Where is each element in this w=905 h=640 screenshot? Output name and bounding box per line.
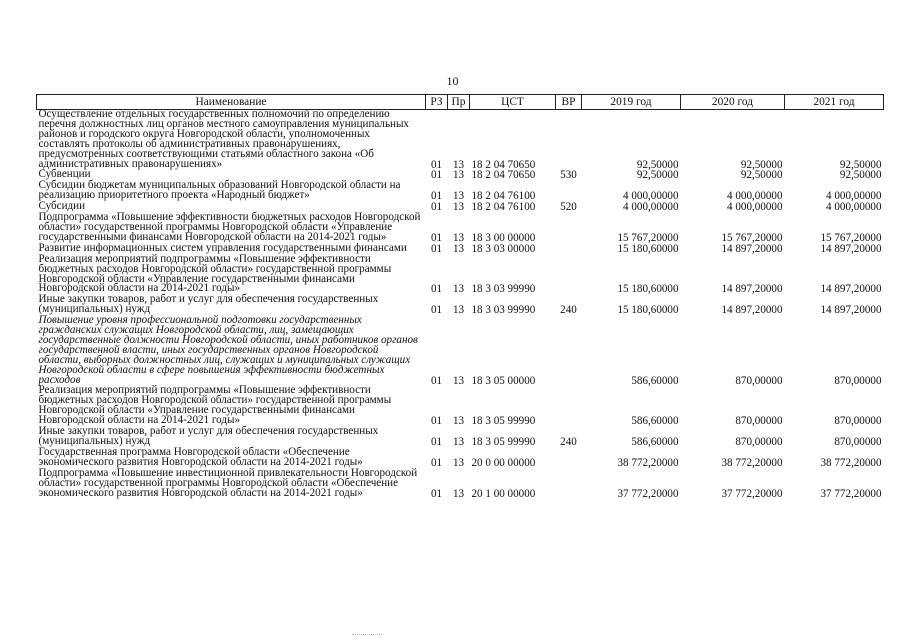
cell-pr: 13 xyxy=(452,190,465,203)
cell-vr xyxy=(556,448,582,469)
cell-y2021: 92,50000 xyxy=(839,158,882,171)
cell-pr: 13 xyxy=(452,169,465,182)
cell-y2019: 15 180,60000 xyxy=(617,304,679,317)
cell-pr: 13 xyxy=(452,456,465,469)
cell-name: Реализация мероприятий подпрограммы «Повышение эффективности бюджетных расходов Новгородской области» государственной программы Новгородской области «Управление государственными финансами Новгородской области на 2014-2021 годы» xyxy=(38,252,392,295)
cell-name: Подпрограмма «Повышение инвестиционной привлекательности Новгородской области» государственной программы Новгородской области «Обеспечение экономического развития Новгородской области на 2014-2021 годы» xyxy=(38,466,418,499)
cell-vr xyxy=(556,181,582,202)
cell-cst: 18 2 04 76100 xyxy=(471,190,536,203)
cell-cst: 18 3 05 00000 xyxy=(471,374,536,387)
header-2021: 2021 год xyxy=(785,95,884,110)
cell-cst: 18 3 05 99990 xyxy=(471,415,536,428)
cell-y2020: 870,00000 xyxy=(735,436,783,448)
cell-y2019: 15 180,60000 xyxy=(617,283,679,296)
header-cst: ЦСТ xyxy=(470,95,556,110)
cell-rz: 01 xyxy=(430,231,443,244)
cell-vr: 240 xyxy=(560,304,577,317)
cell-y2020: 37 772,20000 xyxy=(721,487,783,500)
table-row xyxy=(37,427,884,448)
cell-y2019: 4 000,00000 xyxy=(623,201,679,214)
cell-name: Повышение уровня профессиональной подготовки государственных гражданских служащих Новгородской области, лиц, замещающих государственные должности Новгородской области, иных работников органов государственной власти, иных государственных органов Новгородской области, выборных должностных лиц, служащих и муниципальных служащих Новгородской области в сфере повышения эффективности бюджетных расходов xyxy=(38,314,418,386)
table-row xyxy=(37,295,884,316)
table-row xyxy=(37,386,884,427)
table-row xyxy=(37,255,884,296)
cell-y2020: 870,00000 xyxy=(735,374,783,387)
cell-pr: 13 xyxy=(452,283,465,296)
header-name: Наименование xyxy=(37,95,426,110)
table-row xyxy=(37,448,884,469)
cell-vr xyxy=(556,213,582,244)
cell-rz: 01 xyxy=(430,456,443,469)
cell-y2021: 870,00000 xyxy=(834,374,882,387)
cell-pr: 13 xyxy=(452,436,465,448)
cell-rz: 01 xyxy=(430,201,443,214)
cell-y2021: 14 897,20000 xyxy=(820,304,882,317)
cell-vr: 520 xyxy=(560,201,577,214)
cell-y2020: 4 000,00000 xyxy=(727,190,783,203)
cell-vr: 240 xyxy=(560,436,577,448)
cell-cst: 18 3 00 00000 xyxy=(471,231,536,244)
cell-y2019: 586,60000 xyxy=(631,415,679,428)
table-row xyxy=(37,316,884,386)
cell-pr: 13 xyxy=(452,201,465,214)
cell-y2019: 15 767,20000 xyxy=(617,231,679,244)
cell-pr: 13 xyxy=(452,415,465,428)
cell-y2021: 870,00000 xyxy=(834,415,882,428)
cell-vr: 530 xyxy=(560,169,577,182)
cell-cst: 18 2 04 76100 xyxy=(471,201,536,214)
cell-y2020: 14 897,20000 xyxy=(721,283,783,296)
cell-y2021: 38 772,20000 xyxy=(820,456,882,469)
cell-cst: 18 3 03 99990 xyxy=(471,283,536,296)
cell-name: Иные закупки товаров, работ и услуг для обеспечения государственных (муниципальных) нужд xyxy=(38,293,379,316)
cell-y2020: 14 897,20000 xyxy=(721,242,783,255)
cell-cst: 18 2 04 70650 xyxy=(471,158,536,171)
cell-y2021: 14 897,20000 xyxy=(820,242,882,255)
cell-y2021: 15 767,20000 xyxy=(820,231,882,244)
cell-y2019: 92,50000 xyxy=(636,169,679,182)
cell-rz: 01 xyxy=(430,374,443,387)
table-row xyxy=(37,469,884,500)
cell-rz: 01 xyxy=(430,283,443,296)
cell-name: Подпрограмма «Повышение эффективности бюджетных расходов Новгородской области» государственной программы Новгородской области «Управление государственными финансами Новгородской области на 2014-2021 годы» xyxy=(38,211,421,243)
cell-vr xyxy=(556,316,582,386)
cell-y2020: 92,50000 xyxy=(740,169,783,182)
cell-cst: 18 2 04 70650 xyxy=(471,169,536,182)
cell-cst: 18 3 05 99990 xyxy=(471,436,536,448)
cell-name: Иные закупки товаров, работ и услуг для обеспечения государственных (муниципальных) нужд xyxy=(38,425,379,447)
cell-y2021: 37 772,20000 xyxy=(820,487,882,500)
cell-y2019: 15 180,60000 xyxy=(617,242,679,255)
budget-table xyxy=(36,94,884,499)
cell-y2021: 14 897,20000 xyxy=(820,283,882,296)
cell-y2019: 92,50000 xyxy=(636,158,679,171)
cell-cst: 20 0 00 00000 xyxy=(471,456,536,469)
cell-y2019: 37 772,20000 xyxy=(617,487,679,500)
header-rz: РЗ xyxy=(426,95,448,110)
cell-pr: 13 xyxy=(452,231,465,244)
cell-y2019: 38 772,20000 xyxy=(617,456,679,469)
table-row xyxy=(37,110,884,171)
cell-rz: 01 xyxy=(430,436,443,448)
cell-pr: 13 xyxy=(452,304,465,317)
cell-pr: 13 xyxy=(452,374,465,387)
cell-y2019: 586,60000 xyxy=(631,374,679,387)
cell-pr: 13 xyxy=(452,487,465,500)
cell-name: Субсидии xyxy=(38,200,86,213)
cell-y2021: 870,00000 xyxy=(834,436,882,448)
cell-vr xyxy=(556,469,582,500)
cell-y2020: 38 772,20000 xyxy=(721,456,783,469)
cell-vr xyxy=(556,110,582,171)
cell-y2021: 4 000,00000 xyxy=(826,190,882,203)
cell-vr xyxy=(556,244,582,255)
header-pr: Пр xyxy=(448,95,470,110)
cell-rz: 01 xyxy=(430,242,443,255)
table-row xyxy=(37,213,884,244)
cell-y2019: 4 000,00000 xyxy=(623,190,679,203)
cell-rz: 01 xyxy=(430,487,443,500)
cell-y2020: 4 000,00000 xyxy=(727,201,783,214)
cell-name: Субсидии бюджетам муниципальных образований Новгородской области на реализацию приоритетного проекта «Народный бюджет» xyxy=(38,179,401,202)
page-number: 10 xyxy=(446,74,459,88)
cell-pr: 13 xyxy=(452,158,465,171)
cell-rz: 01 xyxy=(430,304,443,317)
table-body xyxy=(37,110,884,500)
cell-vr xyxy=(556,255,582,296)
page-edge-mark xyxy=(352,634,382,636)
cell-cst: 18 3 03 00000 xyxy=(471,242,536,255)
cell-rz: 01 xyxy=(430,158,443,171)
cell-vr xyxy=(556,386,582,427)
cell-y2019: 586,60000 xyxy=(631,436,679,448)
cell-rz: 01 xyxy=(430,169,443,182)
cell-y2020: 15 767,20000 xyxy=(721,231,783,244)
cell-y2021: 4 000,00000 xyxy=(826,201,882,214)
cell-cst: 20 1 00 00000 xyxy=(471,487,536,500)
table-row xyxy=(37,181,884,202)
cell-y2020: 14 897,20000 xyxy=(721,304,783,317)
cell-rz: 01 xyxy=(430,190,443,203)
cell-name: Развитие информационных систем управления государственными финансами xyxy=(38,241,407,254)
cell-name: Государственная программа Новгородской области «Обеспечение экономического развития Новгородской области на 2014-2021 годы» xyxy=(38,445,363,468)
cell-y2020: 870,00000 xyxy=(735,415,783,428)
header-2020: 2020 год xyxy=(681,95,785,110)
cell-y2021: 92,50000 xyxy=(839,169,882,182)
cell-name: Осуществление отдельных государственных полномочий по определению перечня должностных лиц органов местного самоуправления муниципальных районов и городского округа Новгородской области, уполномоченных составлять протоколы об административных правонарушениях, предусмотренных соответствующими статьями областного закона «Об административных правонарушениях» xyxy=(38,108,409,170)
header-2019: 2019 год xyxy=(582,95,681,110)
cell-rz: 01 xyxy=(430,415,443,428)
cell-cst: 18 3 03 99990 xyxy=(471,304,536,317)
header-vr: ВР xyxy=(556,95,582,110)
cell-y2020: 92,50000 xyxy=(740,158,783,171)
cell-name: Реализация мероприятий подпрограммы «Повышение эффективности бюджетных расходов Новгородской области» государственной программы Новгородской области «Управление государственными финансами Новгородской области на 2014-2021 годы» xyxy=(38,384,392,427)
cell-pr: 13 xyxy=(452,242,465,255)
cell-name: Субвенции xyxy=(38,168,91,181)
